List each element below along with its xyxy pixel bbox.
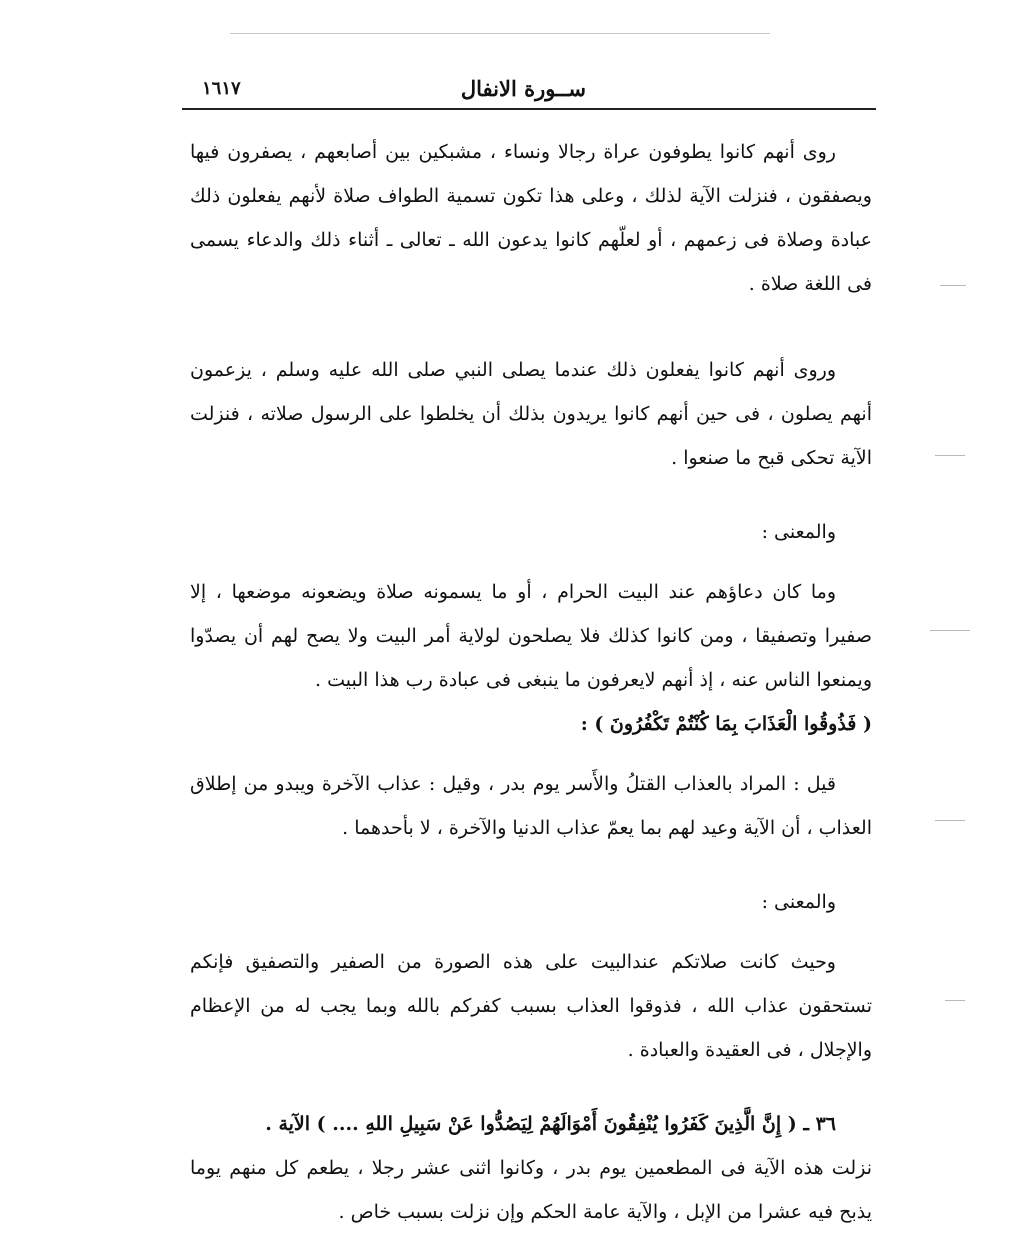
verse-quote-1: ( فَذُوقُوا الْعَذَابَ بِمَا كُنْتُمْ تَكْفُرُونَ ) : <box>580 713 872 735</box>
margin-scan-mark <box>945 1000 965 1001</box>
paragraph-5: وحيث كانت صلاتكم عندالبيت على هذه الصورة من الصفير والتصفيق فإنكم تستحقون عذاب الله ، فذوقوا العذاب بسبب كفركم بالله وبما يجب له من الإعظام والإجلال ، فى العقيدة والعبادة . <box>190 951 872 1061</box>
surah-title: ســورة الانفال <box>460 76 586 101</box>
paragraph-4: قيل : المراد بالعذاب القتلُ والأَسر يوم بدر ، وقيل : عذاب الآخرة ويبدو من إطلاق العذاب ، أن الآية وعيد لهم بما يعمّ عذاب الدنيا والآخرة ، لا بأحدهما . <box>190 773 872 839</box>
margin-scan-mark <box>940 285 966 286</box>
body-text <box>190 130 872 1234</box>
running-header <box>182 70 876 110</box>
paragraph-3: وما كان دعاؤهم عند البيت الحرام ، أو ما يسمونه صلاة ويضعونه موضعها ، إلا صفيرا وتصفيقا ، ومن كانوا كذلك فلا يصلحون لولاية أمر البيت ولا يصح لهم أن يصدّوا ويمنعوا الناس عنه ، إذ أنهم لايعرفون ما ينبغى فى عبادة رب هذا البيت . <box>190 581 872 691</box>
header-rule <box>182 108 876 110</box>
margin-scan-mark <box>935 455 965 456</box>
paragraph-2: وروى أنهم كانوا يفعلون ذلك عندما يصلى النبي صلى الله عليه وسلم ، يزعمون أنهم يصلون ، فى حين أنهم كانوا يريدون بذلك أن يخلطوا على الرسول صلاته ، فنزلت الآية تحكى قبح ما صنعوا . <box>190 359 872 469</box>
margin-scan-mark <box>930 630 970 631</box>
margin-scan-mark <box>935 820 965 821</box>
meaning-heading-2: والمعنى : <box>761 891 836 913</box>
verse-quote-2: ٣٦ ـ ( إِنَّ الَّذِينَ كَفَرُوا يُنْفِقُونَ أَمْوَالَهُمْ لِيَصُدُّوا عَنْ سَبِيلِ اللهِ .... ) الآية . <box>265 1113 836 1135</box>
page-number: ١٦١٧ <box>202 78 241 99</box>
meaning-heading-1: والمعنى : <box>761 521 836 543</box>
paragraph-1: روى أنهم كانوا يطوفون عراة رجالا ونساء ، مشبكين بين أصابعهم ، يصفرون فيها ويصفقون ، فنزلت الآية لذلك ، وعلى هذا تكون تسمية الطواف صلاة لأنهم يفعلون ذلك عبادة وصلاة فى زعمهم ، أو لعلّهم كانوا يدعون الله ـ تعالى ـ أثناء ذلك والدعاء يسمى فى اللغة صلاة . <box>190 141 872 295</box>
paragraph-6: نزلت هذه الآية فى المطعمين يوم بدر ، وكانوا اثنى عشر رجلا ، يطعم كل منهم يوما يذبح فيه عشرا من الإبل ، والآية عامة الحكم وإن نزلت بسبب خاص . <box>190 1157 872 1223</box>
top-scan-line <box>230 33 770 34</box>
